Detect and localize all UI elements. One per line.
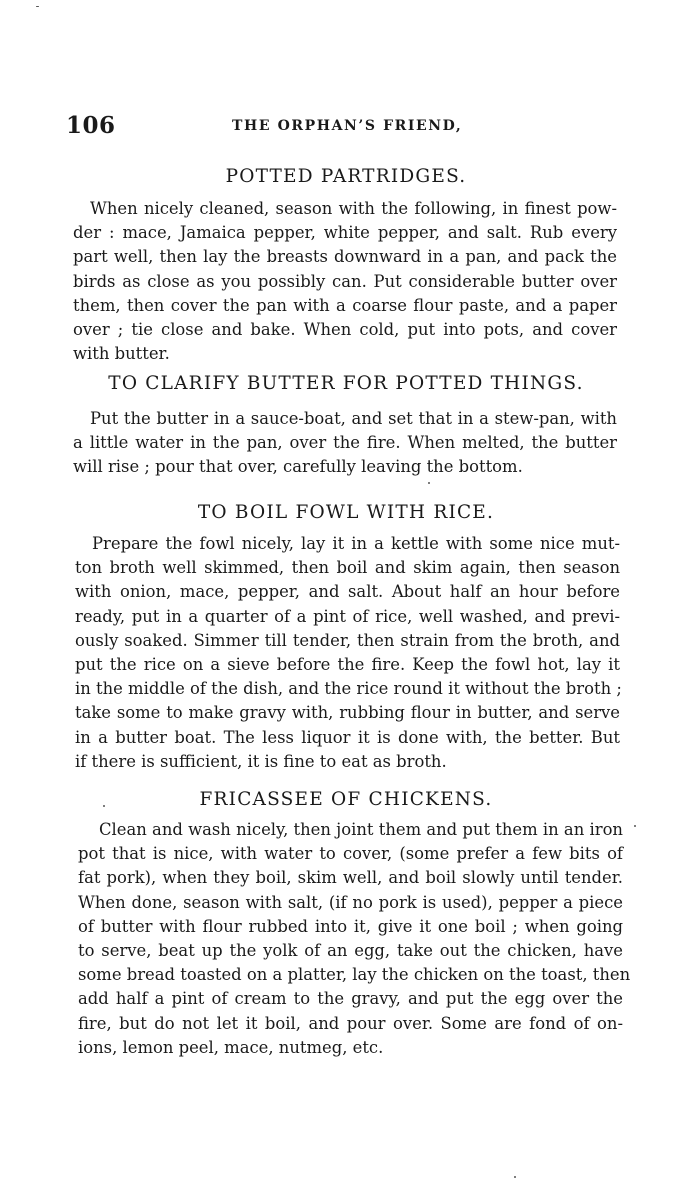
text-line: will rise ; pour that over, carefully leaving the bottom. — [73, 457, 523, 477]
text-line: in a butter boat. The less liquor it is done with, the better. But — [75, 727, 620, 747]
section-title-fricassee: FRICASSEE OF CHICKENS. — [199, 789, 493, 810]
text-line: with onion, mace, pepper, and salt. About half an hour before — [75, 582, 620, 602]
text-line: some bread toasted on a platter, lay the chicken on the toast, then — [78, 965, 631, 985]
section-body-clarify-butter — [73, 407, 617, 480]
scan-speck — [634, 825, 636, 827]
scan-speck — [428, 482, 430, 484]
text-line: pot that is nice, with water to cover, (some prefer a few bits of — [78, 844, 623, 864]
text-line: When done, season with salt, (if no pork is used), pepper a piece — [78, 892, 623, 912]
text-line: When nicely cleaned, season with the following, in finest pow- — [90, 199, 617, 218]
text-line: take some to make gravy with, rubbing flour in butter, and serve — [75, 703, 620, 723]
text-line: part well, then lay the breasts downward in a pan, and pack the — [73, 247, 617, 267]
section-title-boil-fowl: TO BOIL FOWL WITH RICE. — [197, 502, 495, 523]
text-line: Put the butter in a sauce-boat, and set that in a stew-pan, with — [90, 409, 617, 428]
text-line: fire, but do not let it boil, and pour over. Some are fond of on- — [78, 1013, 623, 1033]
section-body-boil-fowl — [75, 532, 620, 774]
section-title-clarify-butter: TO CLARIFY BUTTER FOR POTTED THINGS. — [108, 373, 584, 394]
section-title-potted-partridges: POTTED PARTRIDGES. — [225, 166, 467, 187]
text-line: add half a pint of cream to the gravy, and put the egg over the — [78, 989, 623, 1009]
text-line: ously soaked. Simmer till tender, then strain from the broth, and — [75, 630, 620, 650]
text-line: if there is sufficient, it is fine to eat as broth. — [75, 751, 447, 771]
text-line: ready, put in a quarter of a pint of rice, well washed, and previ- — [75, 606, 620, 626]
text-line: fat pork), when they boil, skim well, and boil slowly until tender. — [78, 868, 623, 888]
text-line: ions, lemon peel, mace, nutmeg, etc. — [78, 1037, 384, 1057]
scan-speck — [36, 6, 39, 7]
page-number: 106 — [66, 112, 116, 139]
text-line: to serve, beat up the yolk of an egg, take out the chicken, have — [78, 941, 623, 961]
section-body-potted-partridges — [73, 197, 617, 366]
scan-speck — [103, 805, 105, 807]
text-line: ton broth well skimmed, then boil and skim again, then season — [75, 558, 620, 578]
section-body-fricassee — [78, 818, 631, 1060]
scan-speck — [514, 1176, 516, 1178]
text-line: in the middle of the dish, and the rice round it without the broth ; — [75, 679, 622, 699]
text-line: put the rice on a sieve before the fire. Keep the fowl hot, lay it — [75, 655, 620, 675]
text-line: of butter with flour rubbed into it, give it one boil ; when going — [78, 916, 623, 936]
text-line: over ; tie close and bake. When cold, put into pots, and cover — [73, 320, 617, 340]
text-line: Clean and wash nicely, then joint them and put them in an iron — [99, 820, 623, 839]
text-line: birds as close as you possibly can. Put considerable butter over — [73, 271, 617, 291]
text-line: them, then cover the pan with a coarse flour paste, and a paper — [73, 295, 617, 315]
text-line: Prepare the fowl nicely, lay it in a kettle with some nice mut- — [92, 534, 620, 553]
text-line: a little water in the pan, over the fire. When melted, the butter — [73, 433, 617, 453]
running-head — [66, 112, 626, 142]
running-title: THE ORPHAN’S FRIEND, — [232, 118, 463, 134]
text-line: with butter. — [73, 344, 170, 364]
text-line: der : mace, Jamaica pepper, white pepper, and salt. Rub every — [73, 223, 617, 243]
